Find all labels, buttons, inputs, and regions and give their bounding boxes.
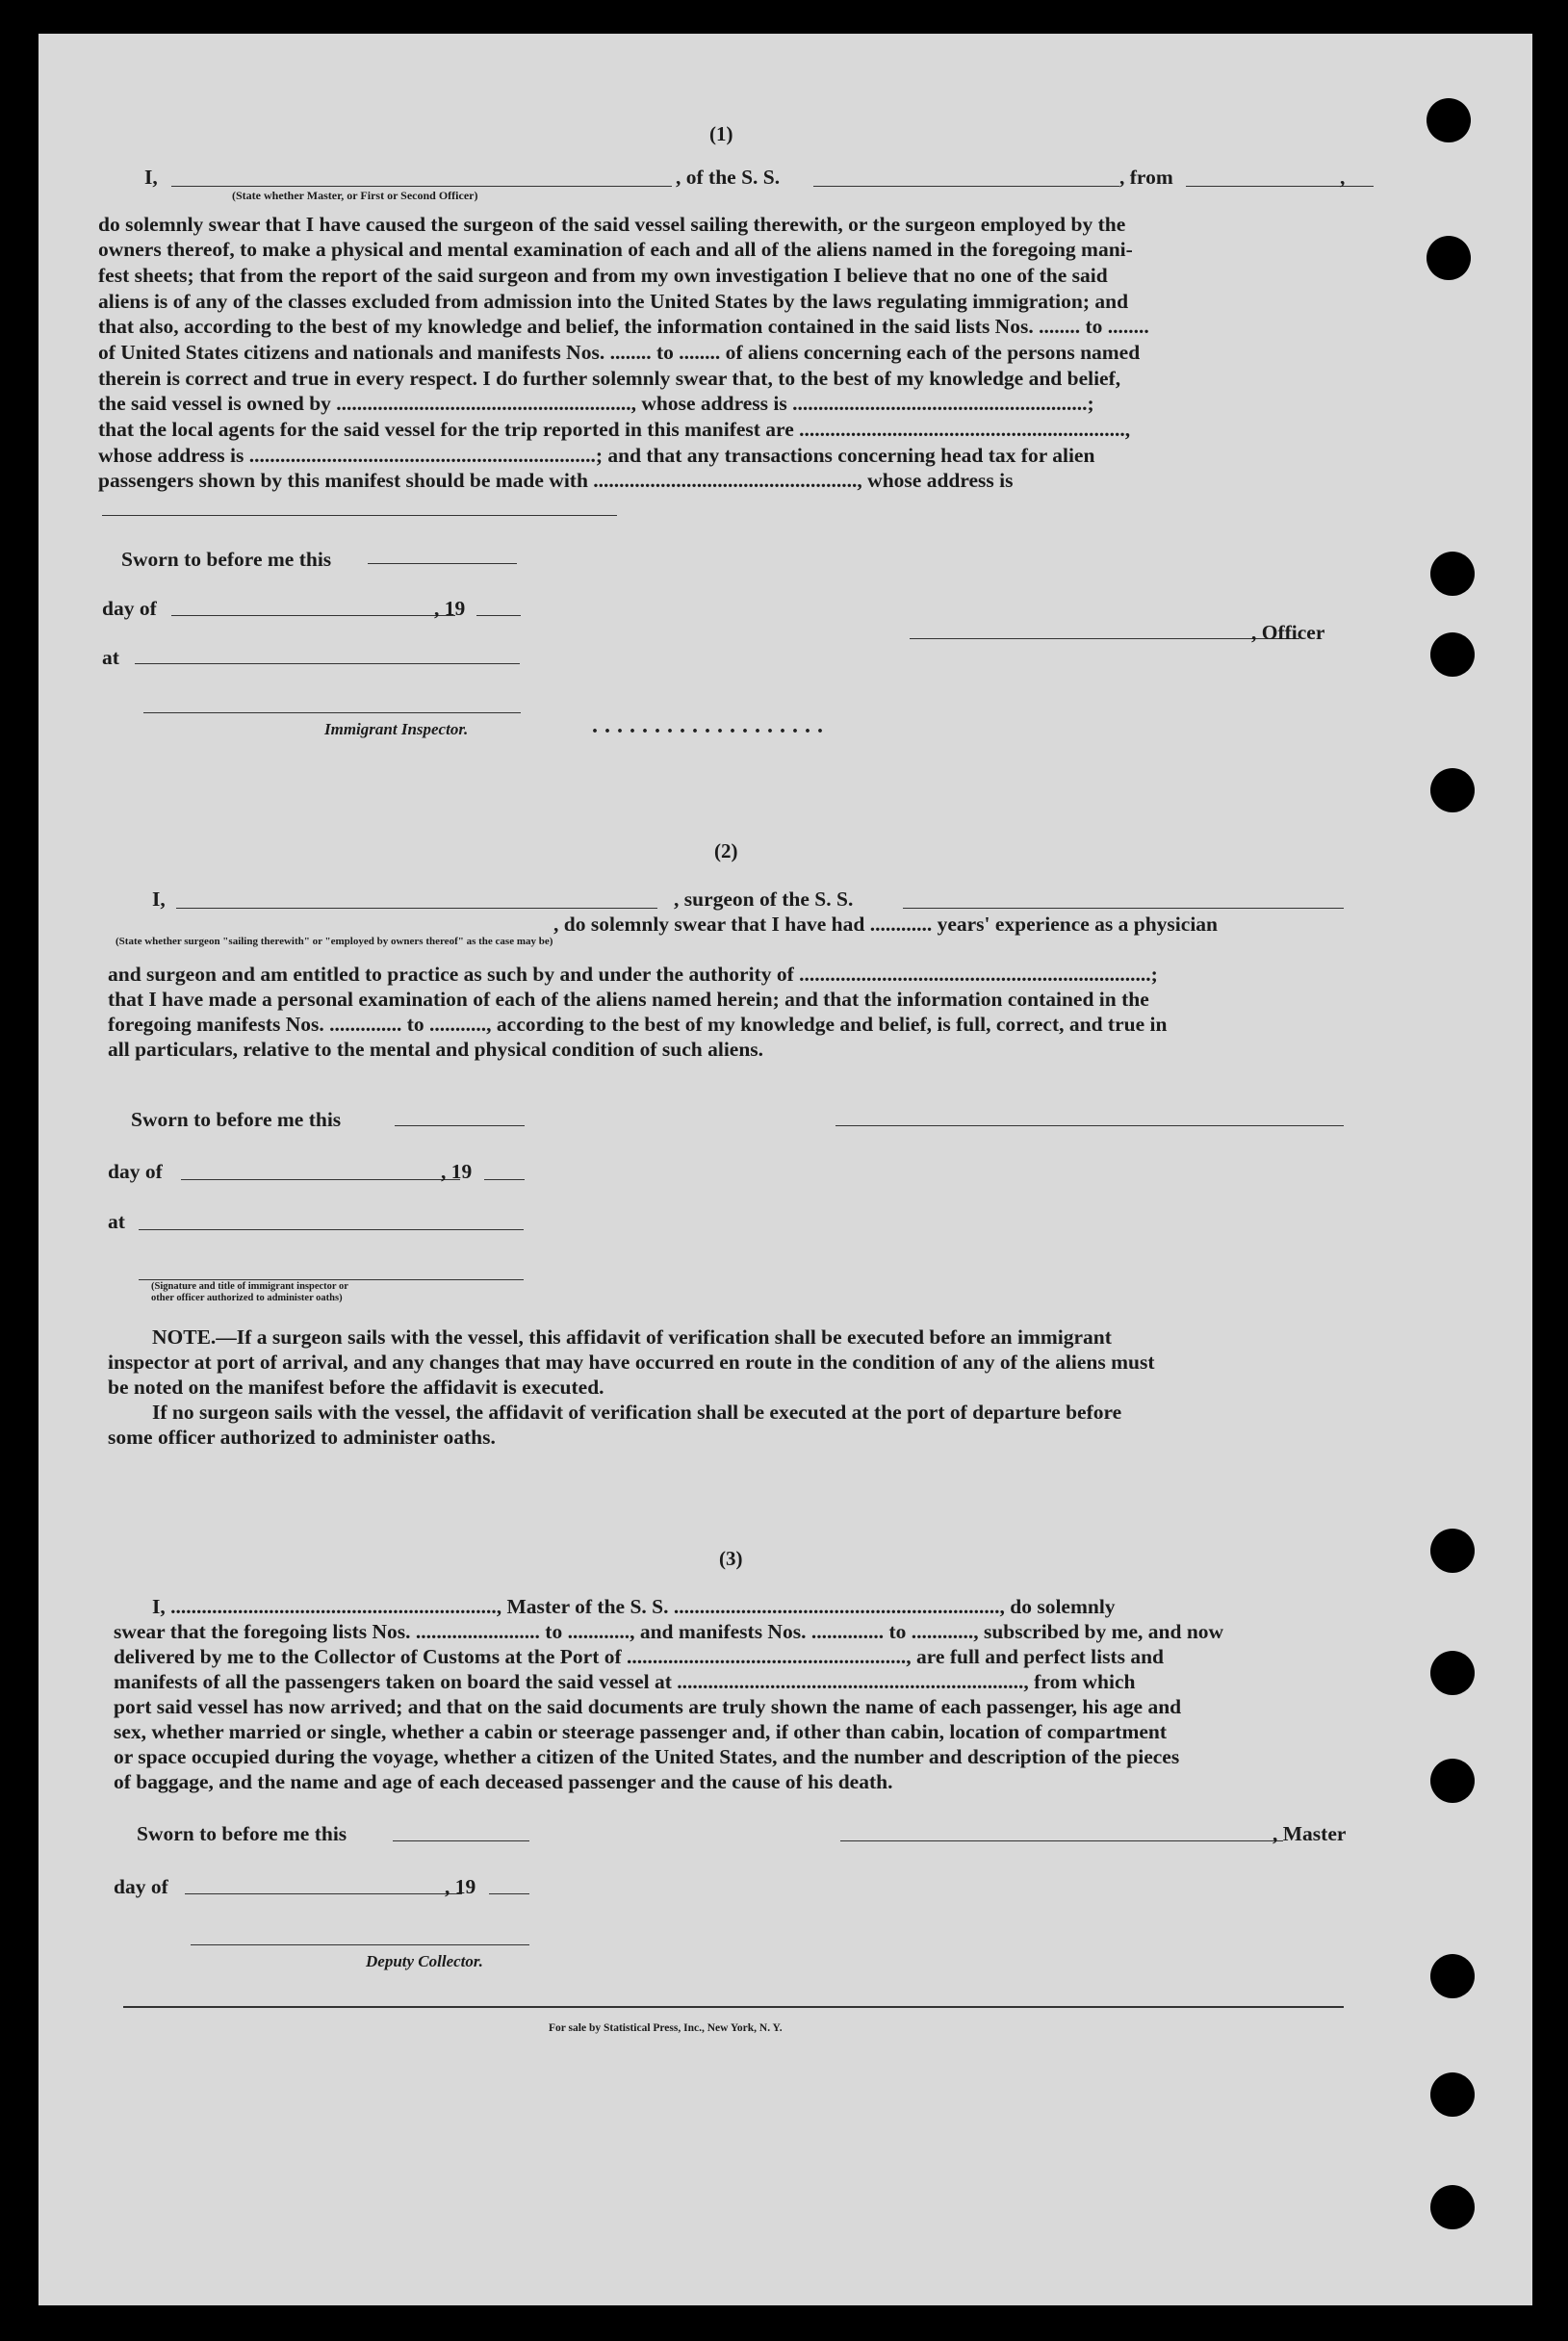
- section-3-number: (3): [719, 1547, 743, 1570]
- body-line: swear that the foregoing lists Nos. ........................ to ............, and manifests Nos. .............. to ............, subscribed by me, and now: [114, 1620, 1224, 1643]
- punch-hole: [1430, 1759, 1475, 1803]
- at-label-1: at: [102, 646, 119, 669]
- sworn-label-1: Sworn to before me this: [121, 548, 332, 571]
- line-1-comma: ,: [1340, 166, 1346, 189]
- punch-hole: [1427, 98, 1471, 142]
- year-label-2: , 19: [441, 1160, 473, 1183]
- surgeon-signature-field[interactable]: [835, 1125, 1344, 1126]
- day-of-field-3[interactable]: [185, 1893, 462, 1894]
- day-of-label-3: day of: [114, 1875, 168, 1898]
- bleed-through-text: [173, 101, 183, 139]
- body-line: of baggage, and the name and age of each deceased passenger and the cause of his death.: [114, 1770, 893, 1793]
- officer-note: (State whether Master, or First or Second Officer): [232, 189, 478, 202]
- officer-signature-field[interactable]: [910, 638, 1299, 639]
- body-line: foregoing manifests Nos. .............. to ..........., according to the best of my knowledge and belief, is full, correct, and true in: [108, 1013, 1168, 1036]
- deputy-signature-field[interactable]: [191, 1944, 529, 1945]
- manifest-back-page: [39, 34, 1532, 2305]
- ship-label: , of the S. S.: [676, 166, 781, 189]
- sworn-date-field-1[interactable]: [368, 563, 517, 564]
- note-line: some officer authorized to administer oaths.: [108, 1426, 496, 1449]
- signature-note-1: (Signature and title of immigrant inspector or: [151, 1281, 348, 1292]
- punch-hole: [1430, 768, 1475, 812]
- year-label-1: , 19: [434, 597, 466, 620]
- body-line: and surgeon and am entitled to practice as such by and under the authority of ....................................................................;: [108, 963, 1158, 986]
- body-line: sex, whether married or single, whether a cabin or steerage passenger and, if other than cabin, location of compartment: [114, 1720, 1168, 1743]
- punch-hole: [1430, 1651, 1475, 1695]
- section-1-line-1: I,: [144, 166, 158, 189]
- day-of-field-2[interactable]: [181, 1179, 460, 1180]
- body-line: I, ..............................................................., Master of the S. S. ..............................................................., do solemnly: [152, 1595, 1116, 1618]
- body-line: of United States citizens and nationals and manifests Nos. ........ to ........ of aliens concerning each of the persons named: [98, 341, 1141, 364]
- punch-hole: [1430, 552, 1475, 596]
- year-field-1[interactable]: [476, 615, 521, 616]
- punch-hole: [1430, 632, 1475, 677]
- at-field-2[interactable]: [139, 1229, 524, 1230]
- ship-name-field[interactable]: [813, 186, 1119, 187]
- sworn-date-field-2[interactable]: [395, 1125, 525, 1126]
- signature-note-2: other officer authorized to administer oaths): [151, 1293, 343, 1303]
- body-line: passengers shown by this manifest should be made with ..................................................., whose address is: [98, 469, 1014, 492]
- sworn-label-3: Sworn to before me this: [137, 1822, 347, 1845]
- surgeon-ship-label: , surgeon of the S. S.: [674, 888, 854, 911]
- body-line: do solemnly swear that I have caused the surgeon of the said vessel sailing therewith, or the surgeon employed by the: [98, 213, 1126, 236]
- deputy-label: Deputy Collector.: [366, 1952, 483, 1970]
- section-1-number: (1): [709, 122, 733, 145]
- at-field-1[interactable]: [135, 663, 520, 664]
- punch-hole: [1430, 2072, 1475, 2117]
- sworn-date-field-3[interactable]: [393, 1840, 529, 1841]
- from-label: , from: [1119, 166, 1173, 189]
- body-line: all particulars, relative to the mental and physical condition of such aliens.: [108, 1038, 764, 1061]
- year-field-2[interactable]: [484, 1179, 525, 1180]
- section-2-i: I,: [152, 888, 166, 911]
- master-label: , Master: [1272, 1822, 1347, 1845]
- at-label-2: at: [108, 1210, 125, 1233]
- punch-hole: [1430, 2185, 1475, 2229]
- body-line: that the local agents for the said vessel for the trip reported in this manifest are ...............................................................,: [98, 418, 1131, 441]
- from-field[interactable]: [1186, 186, 1374, 187]
- footer-rule: [123, 2006, 1344, 2008]
- surgeon-note: (State whether surgeon "sailing therewith" or "employed by owners thereof" as the case may be): [116, 936, 553, 947]
- note-line: be noted on the manifest before the affidavit is executed.: [108, 1376, 604, 1399]
- officer-name-field[interactable]: [171, 186, 672, 187]
- body-line: owners thereof, to make a physical and mental examination of each and all of the aliens named in the foregoing mani-: [98, 238, 1133, 261]
- body-line: aliens is of any of the classes excluded from admission into the United States by the laws regulating immigration; and: [98, 290, 1129, 313]
- inspector-signature-field[interactable]: [143, 712, 521, 713]
- body-line: whose address is ...................................................................; and that any transactions concerning head tax for alien: [98, 444, 1095, 467]
- year-field-3[interactable]: [489, 1893, 529, 1894]
- punch-hole: [1427, 236, 1471, 280]
- body-line: the said vessel is owned by ........................................................., whose address is .........................................................;: [98, 392, 1094, 415]
- address-continuation-field[interactable]: [102, 515, 617, 516]
- surgeon-name-field[interactable]: [176, 908, 657, 909]
- punch-hole: [1430, 1529, 1475, 1573]
- body-line: fest sheets; that from the report of the said surgeon and from my own investigation I believe that no one of the said: [98, 264, 1108, 287]
- punch-hole: [1430, 1954, 1475, 1998]
- surgeon-ship-field[interactable]: [903, 908, 1344, 909]
- body-line: delivered by me to the Collector of Customs at the Port of ......................................................, are full and perfect lists and: [114, 1645, 1165, 1668]
- body-line: that also, according to the best of my knowledge and belief, the information contained in the said lists Nos. ........ to ........: [98, 315, 1149, 338]
- inspector-signature-field-2[interactable]: [139, 1279, 524, 1280]
- body-line: that I have made a personal examination of each of the aliens named herein; and that the information contained in the: [108, 988, 1149, 1011]
- year-label-3: , 19: [445, 1875, 476, 1898]
- master-signature-field[interactable]: [840, 1840, 1283, 1841]
- body-line: port said vessel has now arrived; and that on the said documents are truly shown the name of each passenger, his age and: [114, 1695, 1182, 1718]
- day-of-label-2: day of: [108, 1160, 163, 1183]
- day-of-field-1[interactable]: [171, 615, 455, 616]
- sworn-label-2: Sworn to before me this: [131, 1108, 342, 1131]
- note-line: NOTE.—If a surgeon sails with the vessel, this affidavit of verification shall be executed before an immigrant: [152, 1325, 1112, 1349]
- body-line: manifests of all the passengers taken on board the said vessel at ..................................................................., from which: [114, 1670, 1136, 1693]
- body-line: therein is correct and true in every respect. I do further solemnly swear that, to the best of my knowledge and belief,: [98, 367, 1121, 390]
- footer-imprint: For sale by Statistical Press, Inc., New York, N. Y.: [549, 2022, 783, 2034]
- surgeon-line-2: , do solemnly swear that I have had ............ years' experience as a physician: [553, 913, 1218, 936]
- inspector-label: Immigrant Inspector.: [324, 720, 469, 738]
- note-line: inspector at port of arrival, and any changes that may have occurred en route in the condition of any of the aliens must: [108, 1351, 1155, 1374]
- day-of-label-1: day of: [102, 597, 157, 620]
- dotted-line: ...................: [592, 713, 830, 738]
- note-line: If no surgeon sails with the vessel, the affidavit of verification shall be executed at the port of departure before: [152, 1401, 1122, 1424]
- body-line: or space occupied during the voyage, whether a citizen of the United States, and the number and description of the pieces: [114, 1745, 1180, 1768]
- section-2-number: (2): [714, 839, 738, 862]
- officer-label: , Officer: [1251, 621, 1325, 644]
